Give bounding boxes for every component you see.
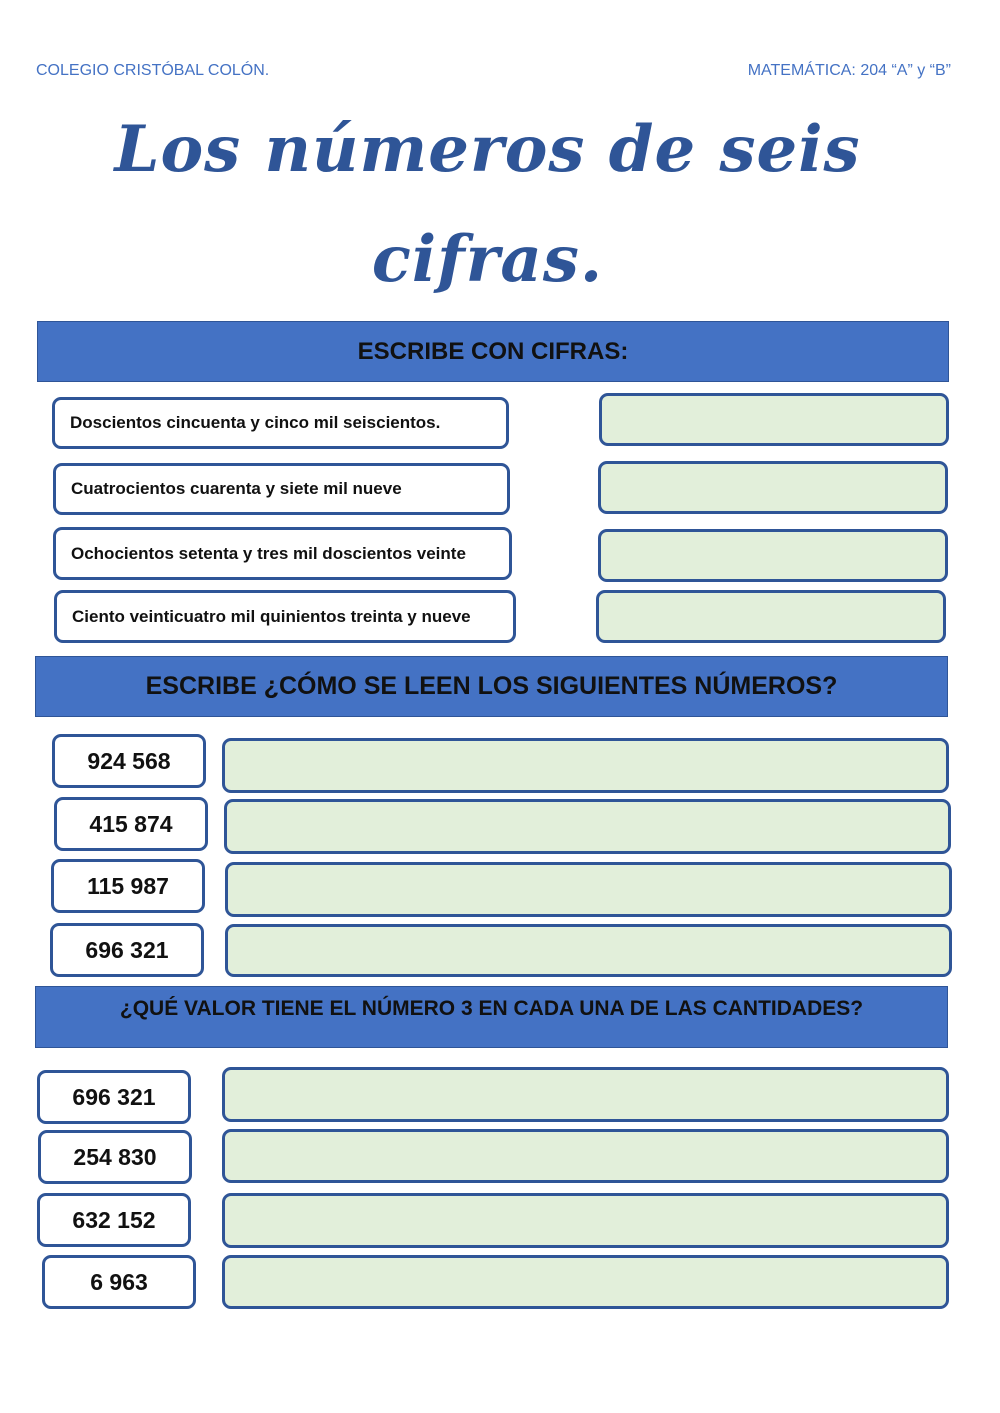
- value-field-4[interactable]: [222, 1255, 949, 1309]
- prompt-4: Ciento veinticuatro mil quinientos treinta y nueve: [54, 590, 516, 643]
- value-number-card-2: 254 830: [38, 1130, 192, 1184]
- section-heading-value-of-three: ¿QUÉ VALOR TIENE EL NÚMERO 3 EN CADA UNA DE LAS CANTIDADES?: [35, 986, 948, 1048]
- answer-field-3[interactable]: [598, 529, 948, 582]
- prompt-2: Cuatrocientos cuarenta y siete mil nueve: [53, 463, 510, 515]
- answer-field-2[interactable]: [598, 461, 948, 514]
- section-heading-write-digits: ESCRIBE CON CIFRAS:: [37, 321, 949, 382]
- subject-label: MATEMÁTICA: 204 “A” y “B”: [747, 62, 951, 79]
- number-card-2: 415 874: [54, 797, 208, 851]
- answer-field-1[interactable]: [599, 393, 949, 446]
- section-heading-how-to-read: ESCRIBE ¿CÓMO SE LEEN LOS SIGUIENTES NÚMEROS?: [35, 656, 948, 717]
- reading-field-2[interactable]: [224, 799, 951, 854]
- number-card-3: 115 987: [51, 859, 205, 913]
- value-field-1[interactable]: [222, 1067, 949, 1122]
- value-field-3[interactable]: [222, 1193, 949, 1248]
- page-title-line-2: cifras.: [371, 222, 604, 297]
- number-card-1: 924 568: [52, 734, 206, 788]
- prompt-3: Ochocientos setenta y tres mil doscientos veinte: [53, 527, 512, 580]
- value-number-card-1: 696 321: [37, 1070, 191, 1124]
- reading-field-1[interactable]: [222, 738, 949, 793]
- page-title-line-1: Los números de seis: [114, 112, 861, 187]
- reading-field-4[interactable]: [225, 924, 952, 977]
- prompt-1: Doscientos cincuenta y cinco mil seiscientos.: [52, 397, 509, 449]
- number-card-4: 696 321: [50, 923, 204, 977]
- value-field-2[interactable]: [222, 1129, 949, 1183]
- reading-field-3[interactable]: [225, 862, 952, 917]
- value-number-card-3: 632 152: [37, 1193, 191, 1247]
- school-name: COLEGIO CRISTÓBAL COLÓN.: [36, 62, 270, 79]
- value-number-card-4: 6 963: [42, 1255, 196, 1309]
- answer-field-4[interactable]: [596, 590, 946, 643]
